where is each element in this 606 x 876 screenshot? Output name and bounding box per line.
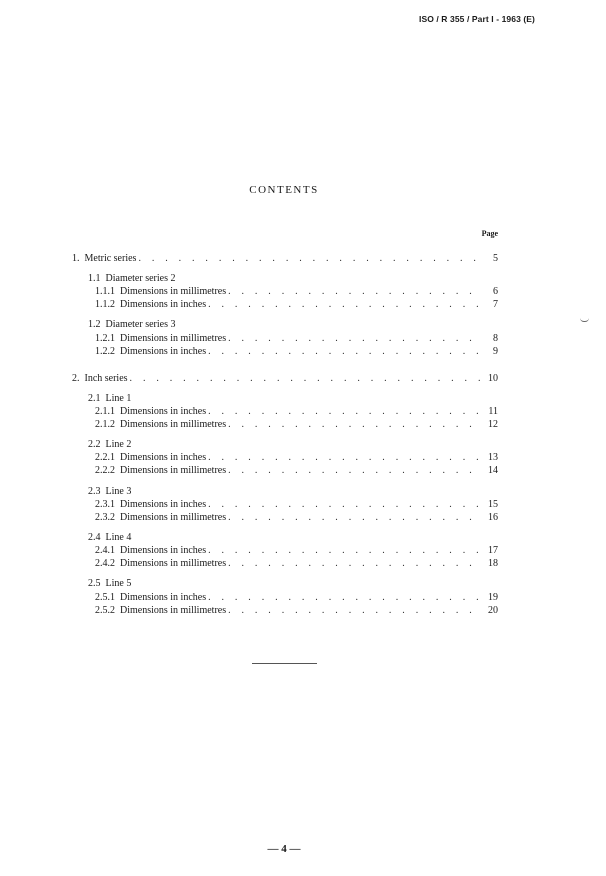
toc-entry-page: 17 xyxy=(488,545,498,556)
toc-entry[interactable] xyxy=(95,405,498,419)
toc-entry-number: 1.1.1 xyxy=(95,286,115,297)
toc-entry-number: 2.1 xyxy=(88,393,101,404)
toc-entry-number: 1. xyxy=(72,253,80,264)
toc-entry-number: 2.2 xyxy=(88,439,101,450)
toc-entry-label: Dimensions in inches xyxy=(120,452,207,463)
toc-entry-page: 12 xyxy=(488,419,498,430)
page-number: — 4 — xyxy=(267,843,301,855)
toc-entry-label: Dimensions in millimetres xyxy=(120,286,227,297)
toc-entry-number: 2.3 xyxy=(88,486,101,497)
toc-entry[interactable] xyxy=(95,464,498,478)
toc-entry[interactable] xyxy=(95,544,498,558)
toc-entry-page: 18 xyxy=(488,558,498,569)
toc-entry-label: Dimensions in millimetres xyxy=(120,558,227,569)
dot-leader xyxy=(138,252,480,266)
toc-entry-label: Dimensions in inches xyxy=(120,545,207,556)
dot-leader xyxy=(228,418,480,432)
toc-entry-label: Dimensions in inches xyxy=(120,406,207,417)
dot-leader xyxy=(208,544,480,558)
toc-entry-number: 1.1 xyxy=(88,273,101,284)
toc-entry-number: 2.3.2 xyxy=(95,512,115,523)
toc-entry-number: 2.4 xyxy=(88,532,101,543)
toc-entry-number: 2.2.2 xyxy=(95,465,115,476)
toc-entry-label: Line 4 xyxy=(105,532,132,543)
toc-entry-page: 14 xyxy=(488,465,498,476)
toc-entry[interactable] xyxy=(95,298,498,312)
toc-entry-number: 1.2.2 xyxy=(95,346,115,357)
dot-leader xyxy=(228,604,480,618)
toc-subheading[interactable] xyxy=(88,485,131,499)
toc-subheading[interactable] xyxy=(88,272,175,286)
toc-entry-page: 19 xyxy=(488,592,498,603)
toc-entry-label: Dimensions in inches xyxy=(120,499,207,510)
toc-entry-page: 9 xyxy=(493,346,498,357)
toc-entry-label: Inch series xyxy=(84,373,128,384)
toc-entry-label: Dimensions in millimetres xyxy=(120,465,227,476)
toc-subheading[interactable] xyxy=(88,318,175,332)
toc-entry-number: 1.2.1 xyxy=(95,333,115,344)
dot-leader xyxy=(208,405,480,419)
toc-subheading[interactable] xyxy=(88,438,131,452)
toc-entry-number: 1.2 xyxy=(88,319,101,330)
dot-leader xyxy=(228,464,480,478)
toc-entry-number: 2.2.1 xyxy=(95,452,115,463)
toc-entry-label: Dimensions in millimetres xyxy=(120,333,227,344)
toc-entry-label: Diameter series 2 xyxy=(105,273,176,284)
margin-mark xyxy=(580,318,589,322)
page-title: CONTENTS xyxy=(249,184,319,196)
toc-entry-label: Dimensions in millimetres xyxy=(120,605,227,616)
toc-entry[interactable] xyxy=(95,604,498,618)
toc-entry-label: Dimensions in millimetres xyxy=(120,419,227,430)
toc-entry-number: 2. xyxy=(72,373,80,384)
toc-entry-number: 2.1.1 xyxy=(95,406,115,417)
toc-entry-page: 6 xyxy=(493,286,498,297)
dot-leader xyxy=(228,511,480,525)
document-header: ISO / R 355 / Part I - 1963 (E) xyxy=(418,14,535,24)
toc-entry[interactable] xyxy=(72,372,498,386)
toc-entry-label: Dimensions in inches xyxy=(120,299,207,310)
dot-leader xyxy=(228,557,480,571)
toc-entry[interactable] xyxy=(95,332,498,346)
toc-entry-number: 2.3.1 xyxy=(95,499,115,510)
toc-entry-page: 5 xyxy=(493,253,498,264)
dot-leader xyxy=(228,285,480,299)
toc-subheading[interactable] xyxy=(88,531,131,545)
toc-entry-label: Line 1 xyxy=(105,393,132,404)
toc-entry-number: 2.5.2 xyxy=(95,605,115,616)
toc-entry-number: 2.4.1 xyxy=(95,545,115,556)
toc-entry[interactable] xyxy=(95,557,498,571)
dot-leader xyxy=(130,372,480,386)
toc-entry-label: Metric series xyxy=(84,253,137,264)
end-rule xyxy=(252,663,317,664)
toc-entry-page: 20 xyxy=(488,605,498,616)
dot-leader xyxy=(208,591,480,605)
toc-entry-number: 2.5 xyxy=(88,578,101,589)
toc-entry-page: 15 xyxy=(488,499,498,510)
toc-entry[interactable] xyxy=(95,511,498,525)
dot-leader xyxy=(208,451,480,465)
toc-entry-number: 2.5.1 xyxy=(95,592,115,603)
dot-leader xyxy=(208,498,480,512)
toc-entry-label: Dimensions in inches xyxy=(120,592,207,603)
toc-entry-page: 13 xyxy=(488,452,498,463)
toc-entry-number: 2.4.2 xyxy=(95,558,115,569)
toc-entry-label: Dimensions in inches xyxy=(120,346,207,357)
toc-entry-page: 7 xyxy=(493,299,498,310)
toc-subheading[interactable] xyxy=(88,577,131,591)
toc-entry[interactable] xyxy=(95,418,498,432)
toc-entry[interactable] xyxy=(95,345,498,359)
toc-entry-label: Line 2 xyxy=(105,439,132,450)
dot-leader xyxy=(208,298,480,312)
toc-entry-label: Diameter series 3 xyxy=(105,319,176,330)
toc-entry-page: 11 xyxy=(488,406,498,417)
toc-entry-number: 1.1.2 xyxy=(95,299,115,310)
toc-entry[interactable] xyxy=(95,591,498,605)
toc-entry[interactable] xyxy=(72,252,498,266)
toc-subheading[interactable] xyxy=(88,392,131,406)
toc-entry[interactable] xyxy=(95,451,498,465)
toc-entry-page: 8 xyxy=(493,333,498,344)
toc-entry-label: Dimensions in millimetres xyxy=(120,512,227,523)
page-column-label: Page xyxy=(481,229,498,238)
dot-leader xyxy=(208,345,480,359)
toc-entry-page: 16 xyxy=(488,512,498,523)
toc-entry[interactable] xyxy=(95,285,498,299)
dot-leader xyxy=(228,332,480,346)
toc-entry-page: 10 xyxy=(488,373,498,384)
toc-entry-label: Line 5 xyxy=(105,578,132,589)
toc-entry-label: Line 3 xyxy=(105,486,132,497)
toc-entry-number: 2.1.2 xyxy=(95,419,115,430)
toc-entry[interactable] xyxy=(95,498,498,512)
